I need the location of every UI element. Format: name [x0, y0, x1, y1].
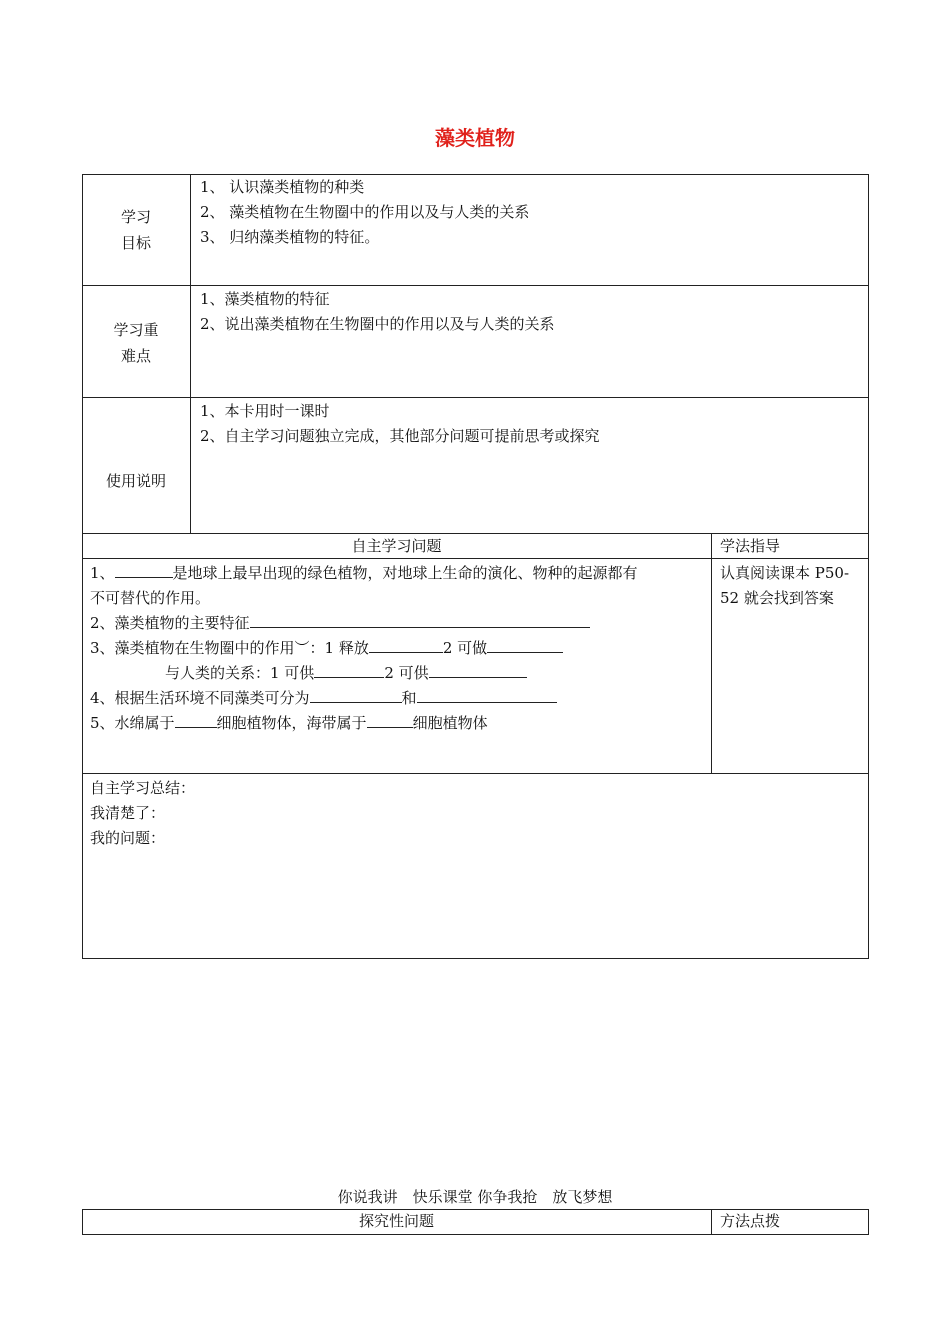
question-4-text: 4、根据生活环境不同藻类可分为: [90, 689, 310, 707]
page-title: 藻类植物: [435, 126, 515, 150]
answer-blank[interactable]: [429, 661, 527, 678]
question-3-text: 3、藻类植物在生物圈中的作用︶：1 释放: [90, 639, 369, 657]
method-tips-header: 方法点拨: [720, 1212, 781, 1230]
question-3b-mid: 2 可供: [384, 664, 429, 682]
self-study-questions-header: 自主学习问题: [351, 537, 442, 555]
usage-item: 2、自主学习问题独立完成，其他部分问题可提前思考或探究: [200, 427, 600, 445]
objective-item: 3、 归纳藻类植物的特征。: [200, 228, 380, 246]
answer-blank[interactable]: [115, 561, 173, 578]
question-4: [90, 686, 557, 711]
answer-blank[interactable]: [367, 711, 413, 728]
motto: 你说我讲 快乐课堂 你争我抢 放飞梦想: [337, 1188, 613, 1206]
summary-my-questions: 我的问题：: [90, 829, 166, 847]
question-2: [90, 611, 590, 636]
question-4-mid: 和: [401, 689, 417, 707]
summary-title: 自主学习总结：: [90, 779, 196, 797]
summary-understood: 我清楚了：: [90, 804, 166, 822]
objective-item: 2、 藻类植物在生物圈中的作用以及与人类的关系: [200, 203, 530, 221]
key-points-label-line1: 学习重: [113, 321, 159, 339]
study-guide-line: 认真阅读课本 P50-: [720, 564, 850, 582]
usage-label: 使用说明: [105, 472, 166, 490]
question-5-mid: 细胞植物体，海带属于: [216, 714, 367, 732]
question-2-text: 2、藻类植物的主要特征: [90, 614, 250, 632]
answer-blank[interactable]: [175, 711, 217, 728]
self-study-column-divider: [711, 533, 712, 774]
question-3-mid: 2 可做: [442, 639, 488, 657]
objective-item: 1、 认识藻类植物的种类: [200, 178, 365, 196]
inquiry-questions-header: 探究性问题: [358, 1212, 434, 1230]
row-divider-2: [82, 397, 869, 398]
objectives-label: [82, 204, 190, 256]
question-1: [90, 561, 638, 586]
objectives-label-line2: 目标: [120, 234, 151, 252]
question-1-text: 是地球上最早出现的绿色植物，对地球上生命的演化、物种的起源都有: [172, 564, 638, 582]
question-5-end: 细胞植物体: [412, 714, 488, 732]
inquiry-column-divider: [711, 1209, 712, 1235]
answer-blank[interactable]: [417, 686, 557, 703]
answer-blank[interactable]: [314, 661, 384, 678]
key-point-item: 1、藻类植物的特征: [200, 290, 330, 308]
question-3b: [165, 661, 527, 686]
question-3b-text: 与人类的关系：1 可供: [165, 664, 315, 682]
question-5: [90, 711, 488, 736]
study-guide-header: 学法指导: [720, 537, 781, 555]
key-point-item: 2、说出藻类植物在生物圈中的作用以及与人类的关系: [200, 315, 555, 333]
answer-blank[interactable]: [487, 636, 563, 653]
self-study-summary-divider: [82, 773, 869, 774]
answer-blank[interactable]: [310, 686, 402, 703]
info-table-divider: [190, 174, 191, 534]
row-divider-1: [82, 285, 869, 286]
answer-blank[interactable]: [250, 611, 590, 628]
answer-blank[interactable]: [369, 636, 443, 653]
question-5-text: 5、水绵属于: [90, 714, 175, 732]
usage-item: 1、本卡用时一课时: [200, 402, 330, 420]
key-points-label-line2: 难点: [120, 347, 151, 365]
objectives-label-line1: 学习: [120, 208, 151, 226]
study-guide-line: 52 就会找到答案: [720, 589, 834, 607]
question-1-continued: 不可替代的作用。: [90, 589, 211, 607]
question-3: [90, 636, 563, 661]
key-points-label: [82, 317, 190, 369]
question-1-prefix: 1、: [90, 564, 115, 582]
